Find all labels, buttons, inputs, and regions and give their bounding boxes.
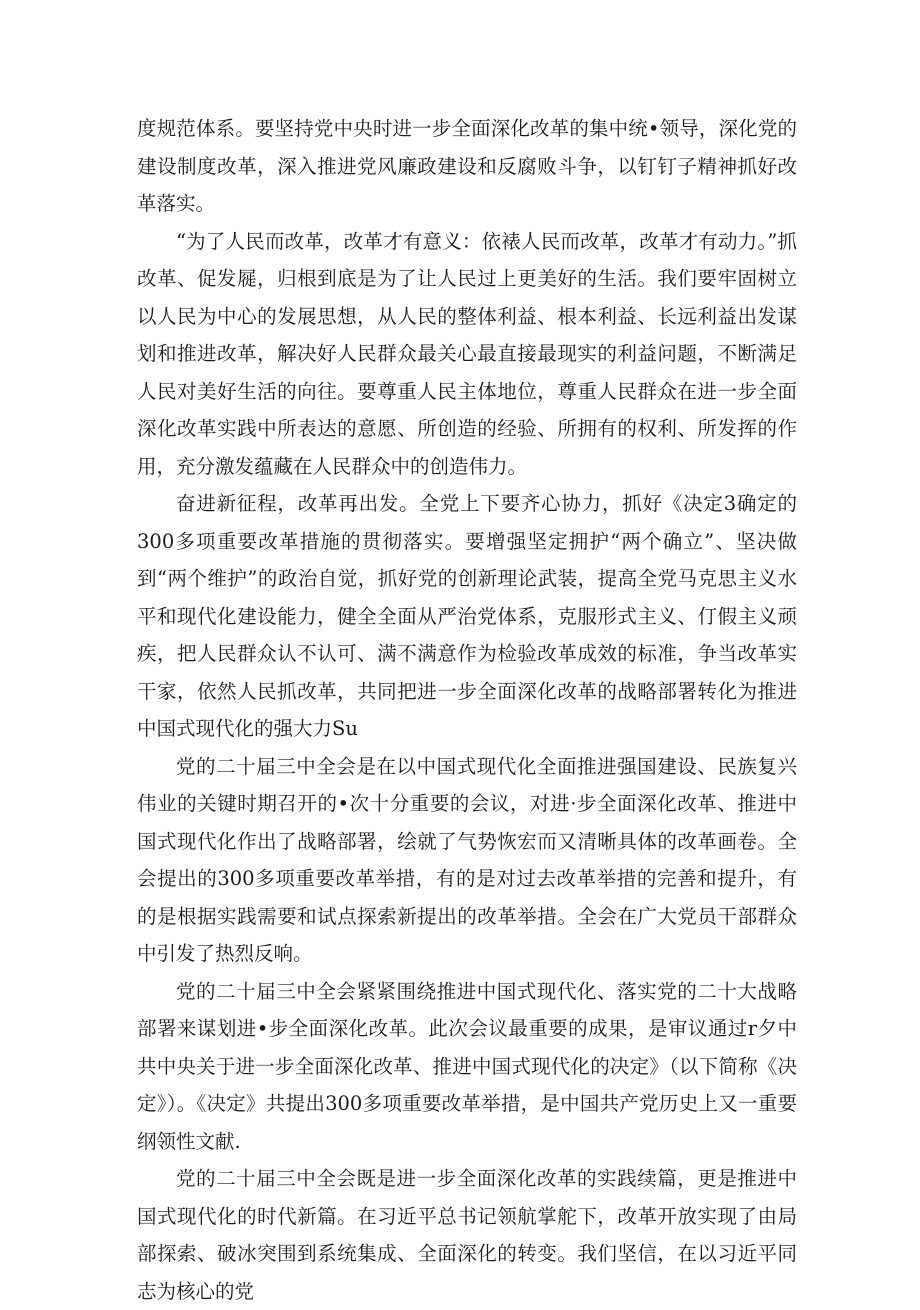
paragraph-6: 党的二十届三中全会既是进一步全面深化改革的实践续篇，更是推进中国式现代化的时代新篇。在习近平总书记领航掌舵下，改革开放实现了由局部探索、破冰突围到系统集成、全面深化的转变。我们坚信，在以习近平同志为核心的党 [137,1167,797,1303]
paragraph-3: 奋进新征程，改革再出发。全党上下要齐心协力，抓好《决定3确定的300多项重要改革措施的贯彻落实。要增强坚定拥护“两个确立”、坚决做到“两个维护”的政治自觉，抓好党的创新理论武装，提高全党马克思主义水平和现代化建设能力，健全全面从严治党体系，克服形式主义、仃假主义顽疾，把人民群众认不认可、满不满意作为检验改革成效的标准，争当改革实干家，依然人民抓改革，共同把进一步全面深化改革的战略部署转化为推进中国式现代化的强大力Su [137,492,797,740]
paragraph-2: “为了人民而改革，改革才有意义：依裱人民而改革，改革才有动力。”抓改革、促发屣，归根到底是为了让人民过上更美好的生活。我们要牢固树立以人民为中心的发展思想，从人民的整体利益、根本利益、长远利益出发谋划和推进改革，解决好人民群众最关心最直接最现实的利益问题，不断满足人民对美好生活的向往。要尊重人民主体地位，尊重人民群众在进一步全面深化改革实践中所表达的意愿、所创造的经验、所拥有的权利、所发挥的作用，充分激发蕴藏在人民群众中的创造伟力。 [137,229,797,478]
paragraph-1: 度规范体系。要坚持党中央时进一步全面深化改革的集中统•领导，深化党的建设制度改革，深入推进党风廉政建设和反腐败斗争，以钉钉子精神抓好改革落实。 [137,117,797,215]
document-body [137,110,797,1310]
paragraph-4: 党的二十届三中全会是在以中国式现代化全面推进强国建设、民族复兴伟业的关键时期召开的•次十分重要的会议，对进·步全面深化改革、推进中国式现代化作出了战略部署，绘就了气势恢宏而又清晰具体的改革画卷。全会提出的300多项重要改革举措，有的是对过去改革举措的完善和提升，有的是根据实践需要和试点探索新提出的改革举措。全会在广大党员干部群众中引发了热烈反响。 [137,754,797,965]
paragraph-5: 党的二十届三中全会紧紧围绕推进中国式现代化、落实党的二十大战略部署来谋划进•步全面深化改革。此次会议最重要的成果，是审议通过r夕中共中央关于进一步全面深化改革、推进中国式现代化的决定》（以下简称《决定》）。《决定》共提出300多项重要改革举措，是中国共产党历史上又一重要纲领性文献. [137,979,797,1153]
